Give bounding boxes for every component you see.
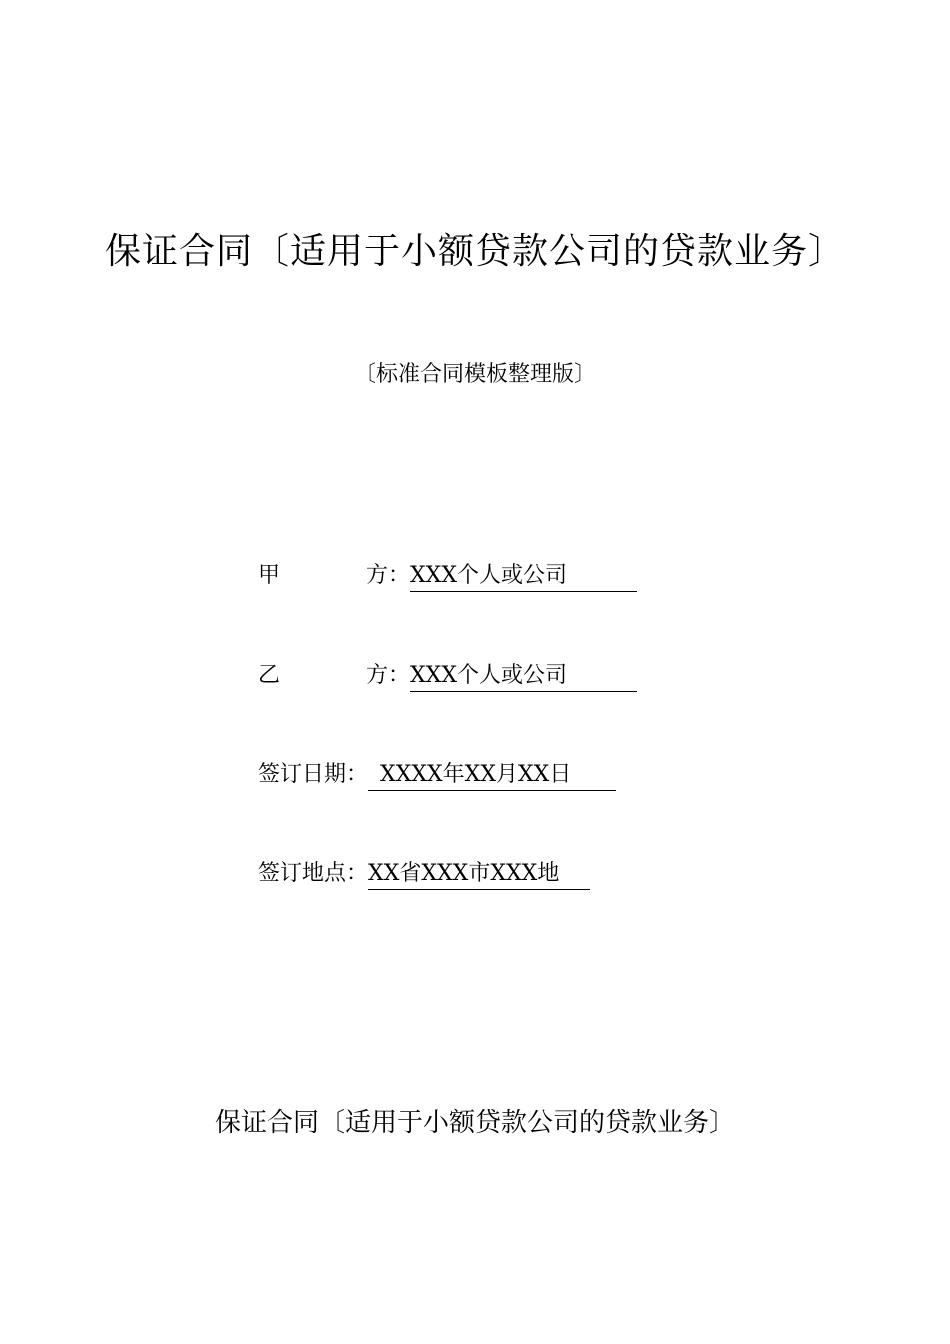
- party-b-field: [258, 658, 637, 694]
- party-a-field: [258, 558, 637, 594]
- sign-date-value: XXXX年XX月XX日: [368, 760, 616, 791]
- party-b-value: XXX个人或公司: [410, 661, 637, 692]
- party-a-label-char-1: 甲: [258, 563, 281, 588]
- party-b-label: [258, 658, 388, 694]
- party-a-label-char-2: 方: [365, 563, 388, 588]
- body-title: 保证合同〔适用于小额贷款公司的贷款业务〕: [214, 1108, 735, 1138]
- sign-place-colon: ：: [346, 861, 369, 886]
- sign-date-field: [258, 757, 616, 793]
- document-subtitle: 〔标准合同模板整理版〕: [353, 362, 596, 387]
- sign-date-colon: ：: [346, 762, 369, 787]
- party-b-colon: ：: [388, 663, 411, 688]
- sign-place-value: XX省XXX市XXX地: [368, 859, 590, 890]
- party-a-value: XXX个人或公司: [410, 561, 637, 592]
- sign-date-label: 签订日期: [258, 762, 347, 787]
- party-b-label-char-2: 方: [365, 663, 388, 688]
- party-b-label-char-1: 乙: [258, 663, 281, 688]
- document-title: 保证合同〔适用于小额贷款公司的贷款业务〕: [104, 231, 845, 272]
- party-a-colon: ：: [388, 563, 411, 588]
- party-a-label: [258, 558, 388, 594]
- sign-place-label: 签订地点: [258, 861, 347, 886]
- sign-place-field: [258, 856, 590, 892]
